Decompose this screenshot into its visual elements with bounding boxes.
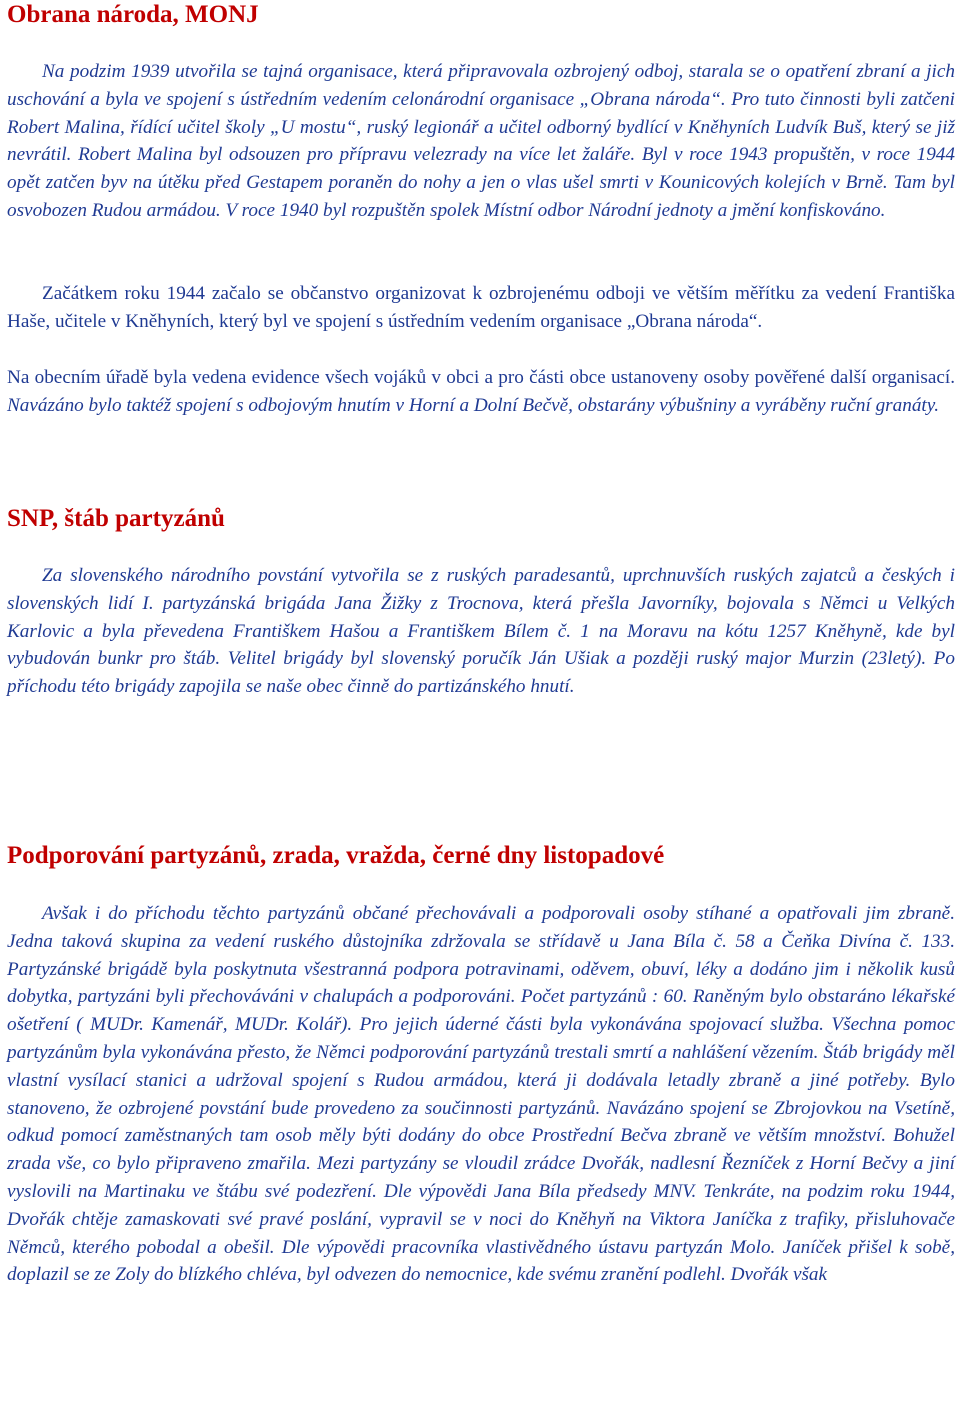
paragraph-obrana-3-italic: Navázáno bylo taktéž spojení s odbojovým hnutím v Horní a Dolní Bečvě, obstarány výbušniny a vyráběny ruční granáty. <box>7 394 940 416</box>
section-heading-snp: SNP, štáb partyzánů <box>7 505 225 532</box>
paragraph-obrana-2: Začátkem roku 1944 začalo se občanstvo organizovat k ozbrojenému odboji ve větším měřítku za vedení Františka Haše, učitele v Kněhyních, který byl ve spojení s ústředním vedením organisace „Obrana národa“. <box>7 283 955 332</box>
paragraph-snp-1: Za slovenského národního povstání vytvořila se z ruských paradesantů, uprchnuvších ruských zajatců a českých i slovenských lidí I. partyzánská brigáda Jana Žižky z Trocnova, která přešla Javorníky, bojovala s Němci u Velkých Karlovic a byla převedena Františkem Hašou a Františkem Bílem č. 1 na Moravu na kótu 1257 Kněhyně, kde byl vybudován bunkr pro štáb. Velitel brigády byl slovenský poručík Ján Ušiak a později ruský major Murzin (23letý). Po příchodu této brigády zapojila se naše obec činně do partizánského hnutí. <box>7 565 955 698</box>
paragraph-obrana-3-upright: Na obecním úřadě byla vedena evidence všech vojáků v obci a pro části obce ustanoveny osoby pověřené další organisací. <box>7 367 955 388</box>
section-heading-podporovani: Podporování partyzánů, zrada, vražda, černé dny listopadové <box>7 842 665 869</box>
section-heading-obrana-naroda: Obrana národa, MONJ <box>7 1 259 28</box>
paragraph-obrana-3 <box>7 364 955 420</box>
paragraph-obrana-1: Na podzim 1939 utvořila se tajná organisace, která připravovala ozbrojený odboj, starala se o opatření zbraní a jich uschování a byla ve spojení s ústředním vedením celonárodní organisace „Obrana národa“. Pro tuto činnosti byli zatčeni Robert Malina, řídící učitel školy „U mostu“, ruský legionář a učitel odborný bydlící v Kněhyních Ludvík Buš, který se již nevrátil. Robert Malina byl odsouzen pro přípravu velezrady na více let žaláře. Byl v roce 1943 propuštěn, v roce 1944 opět zatčen byv na útěku před Gestapem poraněn do nohy a jen o vlas ušel smrti v Kounicových kolejích v Brně. Tam byl osvobozen Rudou armádou. V roce 1940 byl rozpuštěn spolek Místní odbor Národní jednoty a jmění konfiskováno. <box>7 61 955 221</box>
paragraph-podporovani-1: Avšak i do příchodu těchto partyzánů občané přechovávali a podporovali osoby stíhané a opatřovali jim zbraně. Jedna taková skupina za vedení ruského důstojníka zdržovala se střídavě u Jana Bíla č. 58 a Čeňka Divína č. 133. Partyzánské brigádě byla poskytnuta všestranná podpora potravinami, oděvem, obuví, léky a dodáno jim i několik kusů dobytka, partyzáni byli přechováváni v chalupách a podporováni. Počet partyzánů : 60. Raněným bylo obstaráno lékařské ošetření ( MUDr. Kamenář, MUDr. Kolář). Pro jejich úderné části byla vykonávána spojovací služba. Všechna pomoc partyzánům byla vykonávána přesto, že Němci podporování partyzánů trestali smrtí a nahlášení vězením. Štáb brigády měl vlastní vysílací stanici a udržoval spojení s Rudou armádou, která ji dodávala letadly zbraně a jiné potřeby. Bylo stanoveno, že ozbrojené povstání bude provedeno za součinnosti partyzánů. Navázáno spojení se Zbrojovkou na Vsetíně, odkud pomocí zaměstnaných tam osob měly býti dodány do obce Prostřední Bečva zbraně ve větším množství. Bohužel zrada vše, co bylo připraveno zmařila. Mezi partyzány se vloudil zrádce Dvořák, nadlesní Řezníček z Horní Bečvy a jiní vyslovili na Martinaku ve štábu své podezření. Dle výpovědi Jana Bíla předsedy MNV. Tenkráte, na podzim roku 1944, Dvořák chtěje zamaskovati své pravé poslání, vypravil se v noci do Kněhyň na Viktora Janíčka z trafiky, přisluhovače Němců, kterého pobodal a obešil. Dle výpovědi pracovníka vlastivědného ústavu partyzán Molo. Janíček přišel k sobě, doplazil se ze Zoly do blízkého chléva, byl odvezen do nemocnice, kde svému zranění podlehl. Dvořák však <box>7 903 955 1286</box>
